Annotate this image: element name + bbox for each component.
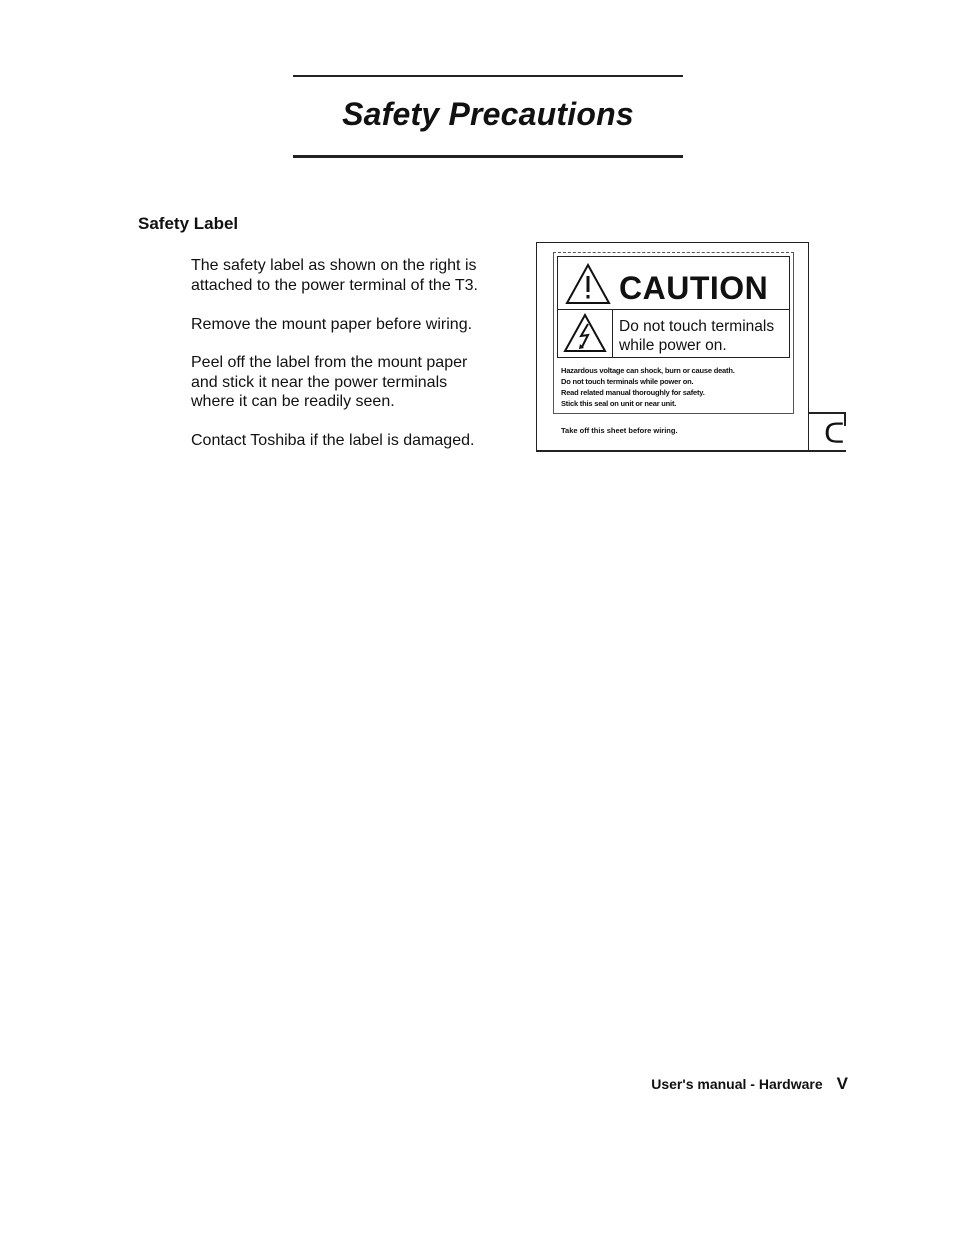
fine-print-line: Hazardous voltage can shock, burn or cause death. xyxy=(561,366,735,375)
text-line: Peel off the label from the mount paper xyxy=(191,354,468,371)
peel-tab-edge xyxy=(809,412,845,414)
fine-print-line: Read related manual thoroughly for safety. xyxy=(561,388,705,397)
warning-line: Do not touch terminals xyxy=(619,318,775,335)
text-line: and stick it near the power terminals xyxy=(191,373,448,391)
mount-sheet-edge xyxy=(536,450,846,452)
warning-text xyxy=(619,317,787,355)
page-title: Safety Precautions xyxy=(342,96,634,132)
warning-line: while power on. xyxy=(619,337,727,354)
caution-panel xyxy=(557,256,790,358)
fine-print-line: Do not touch terminals while power on. xyxy=(561,377,694,386)
text-line: Contact Toshiba if the label is damaged. xyxy=(191,432,475,449)
paragraph-contact xyxy=(191,431,521,451)
shock-cell xyxy=(558,310,613,357)
text-line: The safety label as shown on the right is xyxy=(191,257,477,274)
peel-tab-curl: ᑕ xyxy=(824,417,845,450)
electric-shock-icon xyxy=(563,313,607,353)
text-line: Remove the mount paper before wiring. xyxy=(191,316,473,333)
paragraph-mount-paper xyxy=(191,315,521,335)
manual-name: User's manual - Hardware xyxy=(651,1076,823,1092)
caution-word: CAUTION xyxy=(619,270,769,306)
paragraph-label-location xyxy=(191,256,521,295)
caution-header xyxy=(558,257,789,310)
title-rule-bottom xyxy=(293,155,683,158)
fine-print xyxy=(561,365,793,409)
page-number: V xyxy=(836,1074,848,1093)
section-heading: Safety Label xyxy=(138,214,239,233)
page-footer xyxy=(651,1074,848,1094)
take-off-instruction: Take off this sheet before wiring. xyxy=(561,426,678,435)
paragraph-peel-off xyxy=(191,353,521,412)
text-line: attached to the power terminal of the T3. xyxy=(191,276,478,294)
fine-print-line: Stick this seal on unit or near unit. xyxy=(561,399,677,408)
title-rule-top xyxy=(293,75,683,77)
text-line: where it can be readily seen. xyxy=(191,393,395,410)
warning-triangle-icon xyxy=(565,263,611,305)
